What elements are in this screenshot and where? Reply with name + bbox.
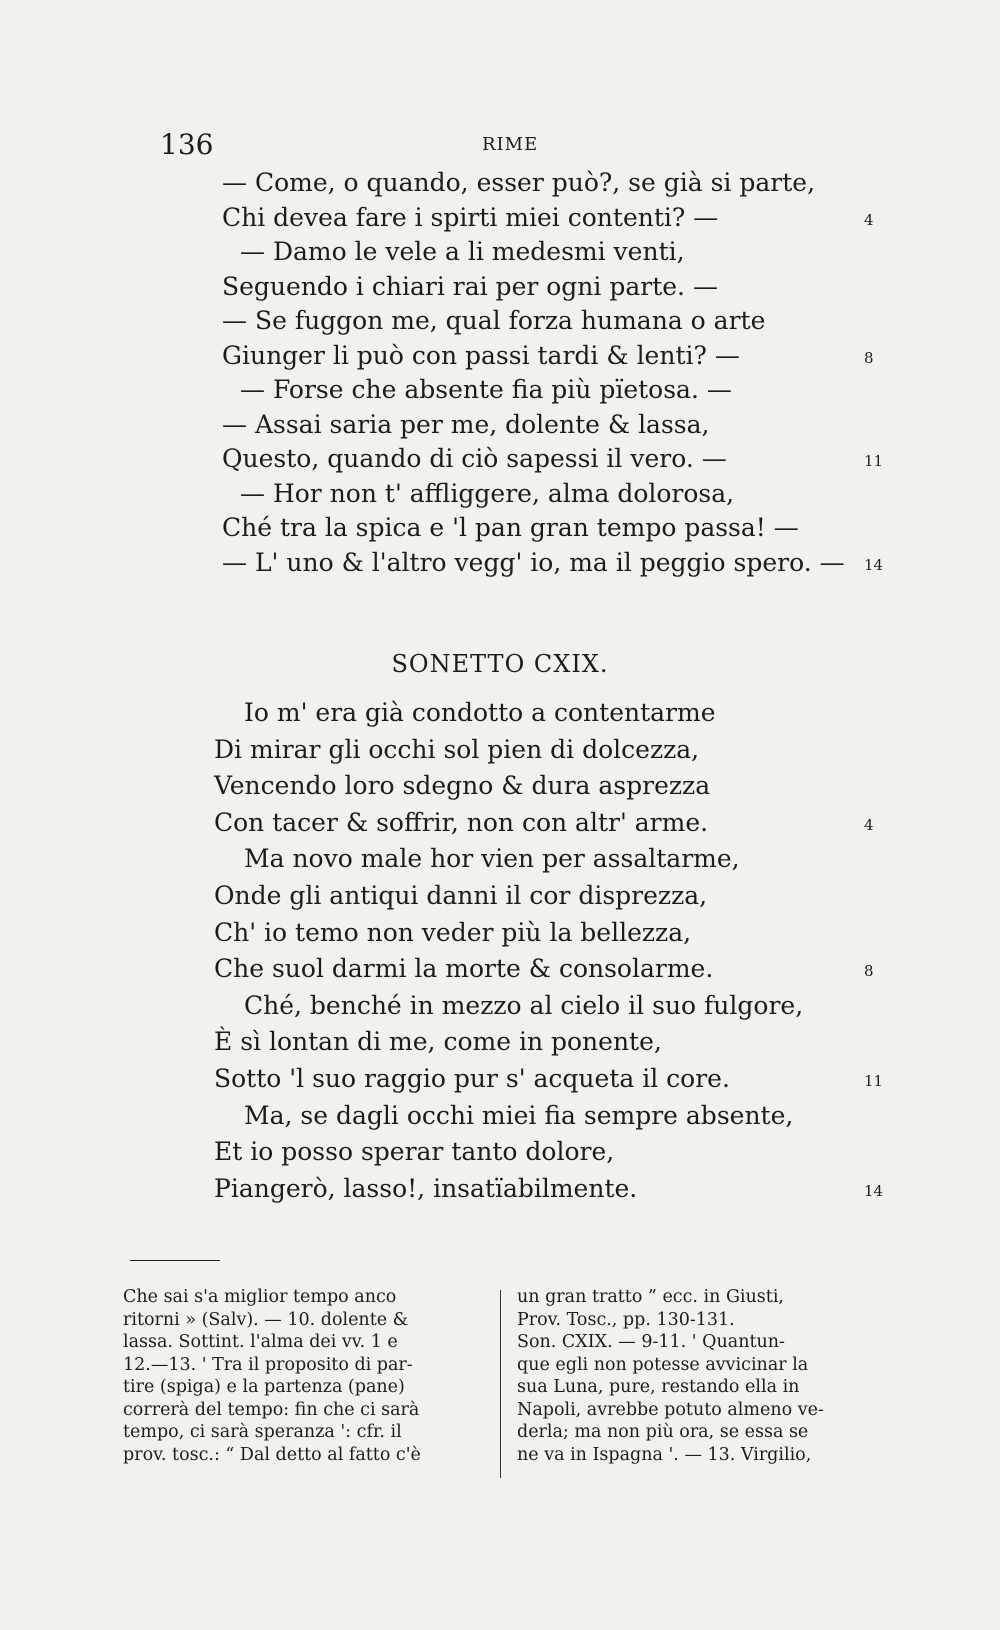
line-number: 4: [864, 815, 874, 834]
verse-line: [0, 203, 1000, 239]
verse-line: [0, 444, 1000, 480]
verse-text: È sì lontan di me, come in ponente,: [214, 1027, 662, 1057]
verse-line: [0, 918, 1000, 954]
footnote-line: correrà del tempo: fin che ci sarà: [123, 1399, 420, 1420]
verse-text: Sotto 'l suo raggio pur s' acqueta il core.: [214, 1064, 730, 1093]
verse-line: [0, 168, 1000, 204]
verse-line: [0, 375, 1000, 411]
verse-text: — L' uno & l'altro vegg' io, ma il peggio spero. —: [222, 547, 845, 577]
verse-line: [0, 1027, 1000, 1063]
verse-line: [0, 513, 1000, 549]
footnote-line: que egli non potesse avvicinar la: [517, 1354, 809, 1375]
footnote-line: prov. tosc.: “ Dal detto al fatto c'è: [123, 1444, 421, 1465]
verse-text: Piangerò, lasso!, insatïabilmente.: [214, 1173, 638, 1203]
verse-line: [0, 341, 1000, 377]
line-number: 8: [864, 348, 874, 367]
running-title: RIME: [482, 134, 539, 155]
verse-text: Ma, se dagli occhi miei fia sempre absente,: [244, 1100, 794, 1130]
line-number: 11: [864, 1072, 884, 1090]
verse-text: — Come, o quando, esser può?, se già si parte,: [222, 168, 816, 197]
verse-text: Et io posso sperar tanto dolore,: [214, 1137, 615, 1167]
footnote-line: Son. CXIX. — 9-11. ' Quantun-: [517, 1332, 785, 1352]
verse-text: Ché, benché in mezzo al cielo il suo fulgore,: [244, 990, 804, 1020]
verse-line: [0, 808, 1000, 844]
footnote-line: Prov. Tosc., pp. 130-131.: [517, 1309, 735, 1330]
footnote-line: derla; ma non più ora, se essa se: [517, 1422, 809, 1442]
line-number: 8: [864, 962, 874, 981]
verse-text: Chi devea fare i spirti miei contenti? —: [222, 202, 719, 232]
line-number: 14: [864, 1181, 884, 1200]
column-divider: [500, 1290, 501, 1478]
verse-text: Questo, quando di ciò sapessi il vero. —: [222, 444, 727, 473]
verse-text: — Forse che absente fia più pïetosa. —: [240, 375, 732, 404]
verse-line: [0, 844, 1000, 880]
footnote-line: tempo, ci sarà speranza ': cfr. il: [123, 1422, 402, 1442]
verse-line: [0, 1174, 1000, 1210]
verse-text: Io m' era già condotto a contentarme: [244, 698, 716, 727]
footnote-line: Napoli, avrebbe potuto almeno ve-: [517, 1399, 824, 1420]
verse-line: [0, 410, 1000, 446]
footnotes-left-column: [123, 1286, 489, 1466]
verse-text: — Se fuggon me, qual forza humana o arte: [222, 306, 766, 335]
footnote-line: tire (spiga) e la partenza (pane): [123, 1377, 405, 1397]
verse-text: Ch' io temo non veder più la bellezza,: [214, 917, 692, 947]
footnote-line: Che sai s'a miglior tempo anco: [123, 1287, 397, 1307]
verse-text: Vencendo loro sdegno & dura asprezza: [214, 771, 711, 801]
verse-line: [0, 698, 1000, 734]
verse-line: [0, 954, 1000, 990]
footnote-line: 12.—13. ' Tra il proposito di par-: [123, 1354, 413, 1375]
verse-line: [0, 1064, 1000, 1100]
verse-text: Seguendo i chiari rai per ogni parte. —: [222, 271, 718, 301]
sonnet-title: SONETTO CXIX.: [391, 650, 609, 678]
verse-line: [0, 771, 1000, 807]
line-number: 11: [864, 452, 884, 470]
verse-text: — Damo le vele a li medesmi venti,: [240, 237, 685, 266]
footnote-rule: [130, 1260, 220, 1261]
page-header: [160, 128, 890, 168]
verse-line: [0, 548, 1000, 584]
verse-line: [0, 272, 1000, 308]
verse-line: [0, 735, 1000, 771]
line-number: 14: [864, 555, 884, 574]
verse-line: [0, 991, 1000, 1027]
verse-line: [0, 237, 1000, 273]
verse-text: Di mirar gli occhi sol pien di dolcezza,: [214, 734, 700, 764]
verse-text: Con tacer & soffrir, non con altr' arme.: [214, 807, 709, 837]
verse-line: [0, 881, 1000, 917]
line-number: 4: [864, 210, 874, 229]
footnotes-right-column: [517, 1286, 887, 1466]
verse-text: Giunger li può con passi tardi & lenti? —: [222, 340, 740, 370]
footnote-line: sua Luna, pure, restando ella in: [517, 1377, 800, 1397]
verse-text: — Hor non t' affliggere, alma dolorosa,: [240, 478, 735, 508]
page-number: 136: [160, 128, 214, 161]
footnote-line: ne va in Ispagna '. — 13. Virgilio,: [517, 1444, 812, 1465]
verse-text: Ché tra la spica e 'l pan gran tempo passa! —: [222, 513, 799, 542]
verse-line: [0, 1101, 1000, 1137]
footnote-line: un gran tratto ” ecc. in Giusti,: [517, 1287, 784, 1307]
footnote-line: lassa. Sottint. l'alma dei vv. 1 e: [123, 1332, 398, 1352]
verse-text: Ma novo male hor vien per assaltarme,: [244, 844, 740, 874]
verse-line: [0, 306, 1000, 342]
verse-line: [0, 479, 1000, 515]
verse-text: Che suol darmi la morte & consolarme.: [214, 954, 714, 984]
verse-text: — Assai saria per me, dolente & lassa,: [222, 409, 710, 439]
verse-line: [0, 1137, 1000, 1173]
footnote-line: ritorni » (Salv). — 10. dolente &: [123, 1309, 409, 1330]
verse-text: Onde gli antiqui danni il cor disprezza,: [214, 881, 708, 910]
